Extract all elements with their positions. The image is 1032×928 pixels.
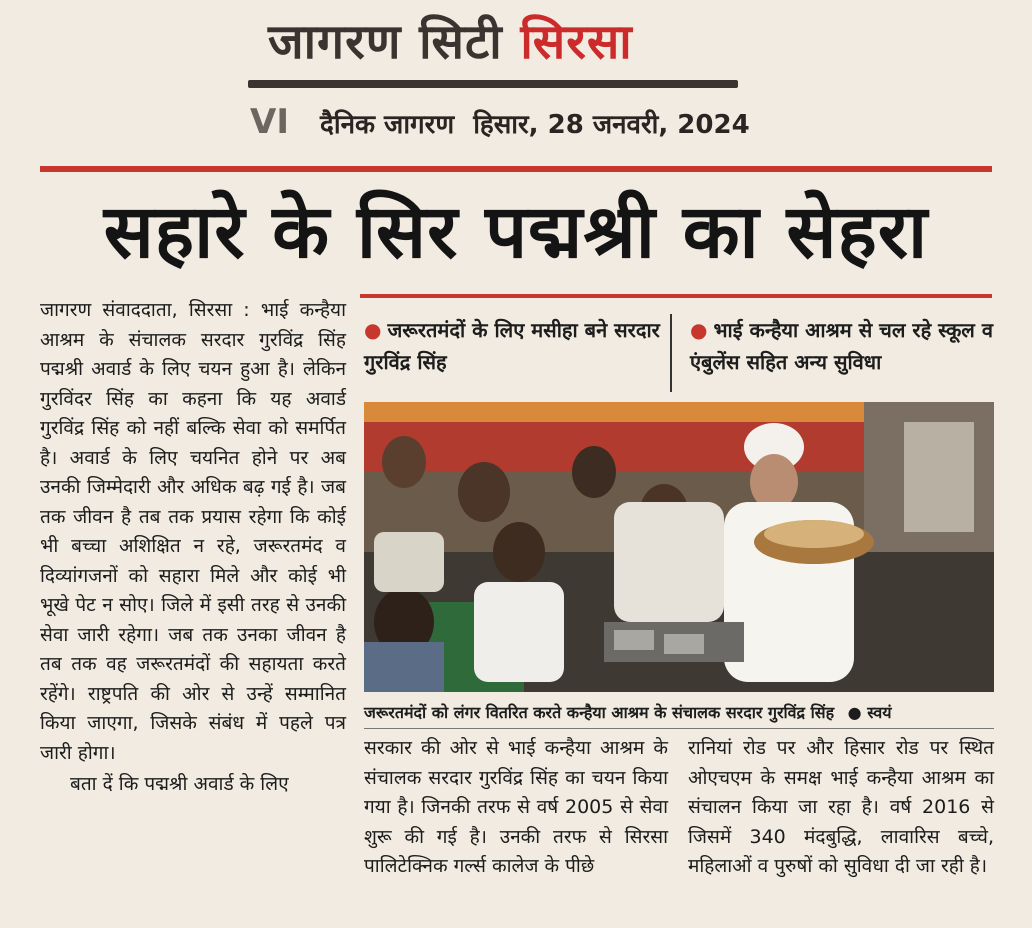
bullet-icon: ● [690, 318, 708, 342]
bullet-icon: ● [364, 318, 382, 342]
highlight-2-text: भाई कन्हैया आश्रम से चल रहे स्कूल व एंबुलेंस सहित अन्य सुविधा [690, 318, 993, 374]
body-paragraph-4: रानियां रोड पर और हिसार रोड पर स्थित ओएचएम के समक्ष भाई कन्हैया आश्रम का संचालन किया जा रहा है। वर्ष 2016 से जिसमें 340 मंदबुद्धि, लावारिस बच्चे, महिलाओं व पुरुषों को सुविधा दी जा रही है। [688, 737, 994, 877]
photo-credit: ● स्वयं [847, 703, 892, 722]
dateline-bar [250, 100, 770, 144]
highlight-1-text: जरूरतमंदों के लिए मसीहा बने सरदार गुरविंद्र सिंह [364, 318, 660, 374]
article-column-middle [364, 734, 668, 924]
highlight-1 [364, 314, 664, 394]
article-column-left [40, 296, 346, 920]
photo-caption-text: जरूरतमंदों को लंगर वितरित करते कन्हैया आश्रम के संचालक सरदार गुरविंद्र सिंह [364, 703, 835, 722]
caption-rule [364, 728, 994, 729]
article-column-right [688, 734, 994, 924]
page-number: VI [250, 102, 289, 142]
article-headline: सहारे के सिर पद्मश्री का सेहरा [103, 189, 929, 275]
langar-photo-illustration [364, 402, 994, 692]
headline-top-rule [40, 166, 992, 172]
masthead-title [268, 10, 738, 74]
highlight-2 [690, 314, 994, 394]
masthead-city: सिरसा [520, 14, 633, 70]
dateline: हिसार, 28 जनवरी, 2024 [473, 110, 750, 140]
photo-caption [364, 698, 994, 728]
article-photo [364, 402, 994, 692]
body-paragraph-3: सरकार की ओर से भाई कन्हैया आश्रम के संचालक सरदार गुरविंद्र सिंह का चयन किया गया है। जिनकी तरफ से वर्ष 2005 से सेवा शुरू की गई है। उनकी तरफ से सिरसा पालिटेक्निक गर्ल्स कालेज के पीछे [364, 737, 668, 877]
masthead-title-main: जागरण सिटी [268, 14, 503, 70]
masthead-rule [248, 80, 738, 88]
body-paragraph-2: बता दें कि पद्मश्री अवार्ड के लिए [70, 773, 289, 795]
paper-name: दैनिक जागरण [320, 110, 455, 140]
highlights-rule [360, 294, 992, 298]
body-paragraph-1: जागरण संवाददाता, सिरसा : भाई कन्हैया आश्रम के संचालक सरदार गुरविंद्र सिंह पद्मश्री अवार्ड के लिए चयन हुआ है। लेकिन गुरविंदर सिंह का कहना कि यह अवार्ड गुरविंद्र सिंह को नहीं बल्कि सेवा को समर्पित है। अवार्ड के लिए चयनित होने पर अब उनकी जिम्मेदारी और अधिक बढ़ गई है। जब तक जीवन है तब तक प्रयास रहेगा कि कोई भी बच्चा अशिक्षित न रहे, जरूरतमंद व दिव्यांगजनों को सहारा मिले और कोई भी भूखे पेट न सोए। जिले में इसी तरह से उनकी सेवा जारी रहेगा। जब तक उनका जीवन है तब तक वह जरूरतमंदों की सहायता करते रहेंगे। राष्ट्रपति की ओर से उन्हें सम्मानित किया जाएगा, जिसके संबंध में पहले पत्र जारी होगा। [40, 299, 346, 764]
highlight-divider [670, 314, 672, 392]
